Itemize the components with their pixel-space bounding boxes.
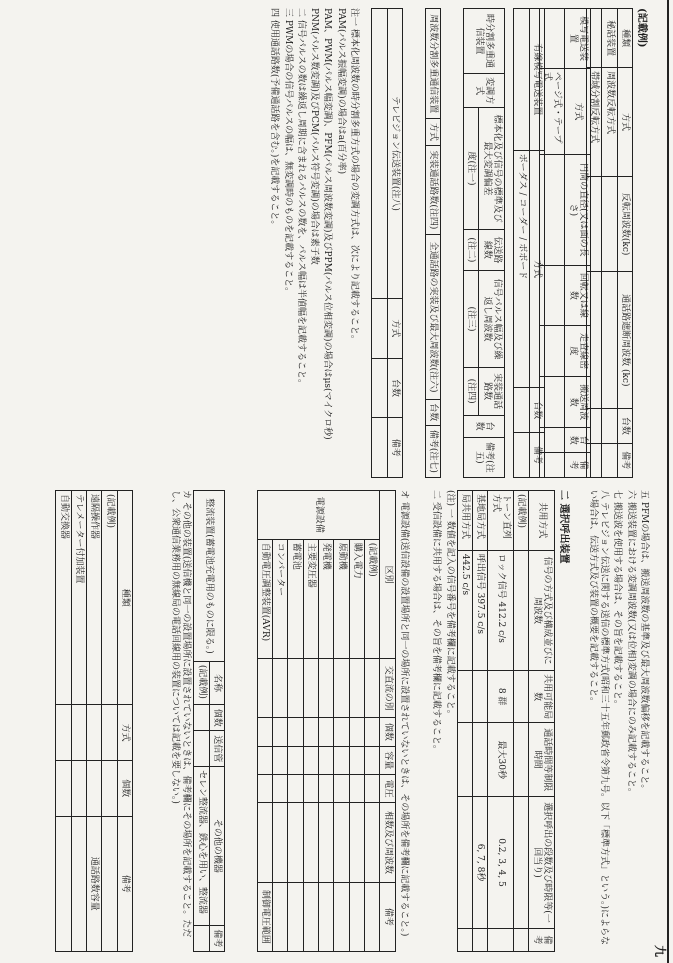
col-type: テレビジョン伝送装置(注八) [387,9,402,299]
cell [472,928,487,951]
col-tube: 送信管 [209,731,224,767]
cell: (記載例) [194,661,209,704]
note: PAM、PWM(パルス幅変調)、PFM(パルス周波数変調)及びPPM(パルス位相変調)の場合はμs(マイクロ秒) [322,8,333,440]
note: PAM(パルス振幅変調)の場合はa(百分率) [335,8,346,175]
col-scan: 走査線密度 [565,325,591,376]
table-wired-facsimile [513,8,545,478]
table-scrambler [586,8,651,478]
col-method: 方式 [117,705,132,761]
cell: (記載例) [102,491,117,705]
col-rotation: 回転又は線数 [565,265,591,325]
selective-call-table [457,490,555,952]
cell: ボーダス / コーダー / ボボード [514,150,529,388]
cell [349,718,364,746]
cell: 局共用方式 [457,491,472,551]
cell [488,928,514,951]
note: PNM(パルス数変調)及びPCM(パルス符号変調)の場合は素子数 [309,8,320,265]
col-voltage: 電圧 [380,774,395,802]
col-method: 共用方式 [529,491,555,551]
cell: 自動交換器 [56,491,71,705]
col-stages: 選択呼出の段数及び時限等(一回当り) [529,797,555,928]
table-facsimile [539,8,591,478]
cell: 遠隔操作器 [86,491,101,705]
cell: 6, 7, 8秒 [472,797,487,928]
table-row [365,491,380,952]
cell [372,418,387,478]
col-freq: 全通話路の実装及び最大周波数(注六) [425,235,440,400]
cell [194,705,209,731]
col-method: 変調方式 [463,74,504,108]
cell: 主要変圧器 [303,539,318,658]
table-tdm [463,8,505,478]
col-signal: 信号の方式及び構成並びに周波数 [529,550,555,670]
cell [334,746,349,774]
table-row [71,491,86,952]
cell [514,9,529,151]
cell [303,659,318,718]
col-lines: 伝送路線数 [479,229,505,271]
col-note: 備考 [117,816,132,952]
table-row [602,9,617,478]
cell [514,388,529,433]
table-row [488,491,514,952]
cell [349,882,364,951]
cell [602,176,617,272]
table-row [513,491,528,952]
col-type: 有線模写電送装置 [529,9,544,151]
cell [102,760,117,816]
note: 五 PFMの場合は、搬送周波数の基準及び最大周波数偏移を記載すること。 [639,490,649,794]
notes-right-top [585,490,651,952]
col-count: 個数 [209,705,224,731]
top-rule [667,0,669,963]
col-capacity: 容量 [380,746,395,774]
cell [303,718,318,746]
section-intro: オ 電源設備(送信設備の設置場所と同一の場所に設置されていないときは、その場所を備考欄に記載すること。) [399,490,409,937]
table-row [319,491,334,952]
tdm-table [463,8,505,478]
tv-table [371,8,403,478]
note: 七 搬送波を使用する場合は、その旨を記載すること。 [612,490,623,709]
col-count: 台数 [387,358,402,418]
cell: 度(注一) [463,108,478,229]
cell [273,659,288,718]
cell [472,723,487,797]
col-name: 名称 [209,661,224,704]
col-method: 方式 [565,69,591,155]
other-equipment-table [55,490,133,952]
col-type: 時分割多重通信装置 [463,9,504,74]
col-carrier: 搬送周波数 [565,377,591,428]
table-row [334,491,349,952]
table-row [273,491,288,952]
cell [257,746,272,774]
table-tv [371,8,403,478]
cell [349,803,364,882]
col-note: 備考(注五) [463,437,504,477]
method-item: ボボード [516,243,527,280]
col-other: その他の機器 [209,767,224,926]
cell [319,746,334,774]
cell: 自動電圧調整装置(AVR) [257,539,272,658]
col-method: 方式 [617,68,632,177]
cell: 発電機 [319,539,334,658]
cell [303,803,318,882]
col-note: 備考 [380,882,395,951]
cell [319,803,334,882]
col-method: 方式 [387,299,402,359]
scrambler-table [586,8,633,478]
cell [602,409,617,443]
cell: セレン整流器、鉄心を用い、整流器 [194,767,209,926]
cell: (注二) [463,229,478,271]
col-count: 個数 [380,718,395,746]
cell [457,797,472,928]
cell: ロック信号 412.2 c/s [488,550,514,670]
cell [56,705,71,761]
cell [349,746,364,774]
col-note: 備考 [529,433,544,478]
cell [472,671,487,723]
cell [273,718,288,746]
cell: 整流装置(蓄電池充電用のものに限る。) [194,491,225,662]
cell: (記載例) [365,539,380,658]
cell [102,816,117,952]
table-row [288,491,303,952]
table-row [457,491,472,952]
cell [56,816,71,952]
note: 三 PWMの場合の信号パルスの幅は、無変調時のものを記載すること。 [282,8,293,297]
cell: 秘話装置 [602,9,617,68]
col-drum: 円筒の直径(又は面の長さ) [565,154,591,265]
cell [273,746,288,774]
wired-facsimile-table [513,8,545,478]
cell [194,925,209,951]
col-cutoff: 通話路遮断周波数 (kc) [617,272,632,409]
cell [372,358,387,418]
table-fdm [425,8,441,478]
cell: 442.5 c/s [457,550,472,670]
cell: 最大30秒 [488,723,514,797]
selective-call-section [428,490,573,952]
method-item: コーダー [516,198,527,235]
cell [288,803,303,882]
method-item: ボーダス [516,153,527,190]
cell [334,718,349,746]
table-row [514,9,529,478]
note: 二 信号パルスの数は繰返し周期に含まれるパルスの数を、パルス幅は半値幅を記載すること。 [296,8,306,389]
other-equipment-section [55,490,133,952]
example-label: (記載例) [636,8,647,48]
cell [257,774,272,802]
col-acdc: 交直流の別 [380,659,395,718]
col-channels: 実装通話路数(注四) [425,145,440,235]
note: 八 テレビジョン伝送に関する送信の標準方式(昭和三十五年郵政省令第九号。以下「標準方式」という。)によらない場合は、伝送方式及び装置の概要を記載すること。 [588,490,610,946]
cell [365,882,380,951]
cell: 蓄電池 [288,539,303,658]
cell: (注四) [463,367,478,415]
cell [372,299,387,359]
facsimile-table [539,8,591,478]
cell [513,671,528,723]
cell: コンバーター [273,539,288,658]
rectifier-section [167,490,225,952]
col-kind: 区別 [380,491,395,659]
section-title: 二 選択呼出装置 [558,490,569,564]
col-note: 備考 [529,928,555,951]
table-row [86,491,101,952]
table-row [257,491,272,952]
cell [319,659,334,718]
cell [319,774,334,802]
note: 注一 標本化周波数の時分割多重方式の場合の変調方式は、次により記載すること。 [349,8,359,344]
cell [288,718,303,746]
col-count: 台数 [565,428,591,453]
cell [71,705,86,761]
power-section [257,490,411,952]
col-time: 通話時間等制限時間 [529,723,555,797]
cell [334,803,349,882]
table-row [102,491,117,952]
cell [86,760,101,816]
cell [303,774,318,802]
cell [513,550,528,670]
rectifier-table [193,490,225,952]
table-row [56,491,71,952]
note: カ その他の装置(送信機と同一の設置場所に設置されていないときは、備考欄にその場所を記載すること。ただし、公衆通信業務用の無線局の電話回線用の装置については記載を要しない。) [170,490,192,938]
cell: 制御電圧範囲 [257,882,272,951]
col-phase: 相数及び周波数 [380,803,395,882]
cell [319,882,334,951]
cell: (記載例) [513,491,528,551]
col-note: 備考(注七) [425,425,440,477]
col-count: 台数 [617,409,632,443]
cell [602,443,617,477]
cell [457,671,472,723]
cell [86,705,101,761]
col-note: 備考 [617,443,632,477]
cell: 購入電力 [349,539,364,658]
col-note: 備考 [209,925,224,951]
cell [365,659,380,718]
cell [257,803,272,882]
cell [334,659,349,718]
cell [365,774,380,802]
cell: 0.2, 3, 4, 5 [488,797,514,928]
note: 二 受信設備に共用する場合は、その旨を備考欄に記載すること。 [431,490,442,754]
cell: (注三) [463,271,478,368]
cell: 周波数反転方式 [602,68,617,177]
table-row [372,9,387,478]
cell [372,9,387,299]
cell [273,774,288,802]
notes-left [266,8,361,478]
power-table [257,490,396,952]
cell [273,803,288,882]
fdm-table [425,8,441,478]
table-row [349,491,364,952]
cell [334,882,349,951]
cell [602,272,617,409]
col-type: 周波数分割多重通信装置 [425,9,440,119]
col-count: 台数 [529,388,544,433]
col-count: 台数 [425,399,440,425]
col-note: 備考 [387,418,402,478]
col-pulse: 信号パルス幅及び繰返し周波数 [479,271,505,368]
cell [288,882,303,951]
table-row [472,491,487,952]
col-method: 方式 [425,119,440,145]
cell: 原動機 [334,539,349,658]
cell [102,705,117,761]
col-count: 個数 [117,760,132,816]
cell [303,746,318,774]
cell: 基地局方式 [472,491,487,551]
cell [513,928,528,951]
cell [457,723,472,797]
cell [303,882,318,951]
col-channels: 実装通話路数 [479,367,505,415]
cell [365,718,380,746]
cell [457,928,472,951]
cell: ページ式・テープ式 [539,69,565,155]
cell [71,760,86,816]
cell: 帯域分割反転方式 [586,68,601,177]
page-number: 九 [653,944,667,957]
col-note: 備考 [565,453,591,478]
cell [513,723,528,797]
col-stations: 共用可能局数 [529,671,555,723]
cell [71,816,86,952]
cell [288,659,303,718]
cell [365,803,380,882]
note: (注) 一 数値を記入の信号番号を備考欄に記載すること。 [444,490,455,719]
col-method: 方式 [529,150,544,388]
cell: 8 群 [488,671,514,723]
note: 六 搬送装置における変調周波数(又は位相)変調の場合にのみ記載すること。 [625,490,636,797]
cell: テレメーター付加装置 [71,491,86,705]
cell [514,433,529,478]
col-inv-freq: 反転周波数(kc) [617,176,632,272]
cell [56,760,71,816]
cell [365,746,380,774]
cell [288,746,303,774]
col-type: 種類 [617,9,632,68]
col-sampling: 標本化及び信号の標準及び最大変調偏差 [479,108,505,229]
cell [273,882,288,951]
cell: 呼出信号 397.5 c/s [472,550,487,670]
cell [513,797,528,928]
col-kind: 種類 [117,491,132,705]
note: 四 使用通話路数(予備通話路を含む。)を記載すること。 [269,8,280,230]
cell: 電源設備 [257,491,380,540]
col-type: 模写電送装置 [565,9,591,69]
cell [319,718,334,746]
col-count: 台数 [463,415,504,437]
cell: 通話路数容量 [86,816,101,952]
cell [334,774,349,802]
cell [349,659,364,718]
cell [257,718,272,746]
cell [194,731,209,767]
cell [257,659,272,718]
table-row [303,491,318,952]
cell [288,774,303,802]
cell [349,774,364,802]
cell: トーン直列方式 [488,491,514,551]
